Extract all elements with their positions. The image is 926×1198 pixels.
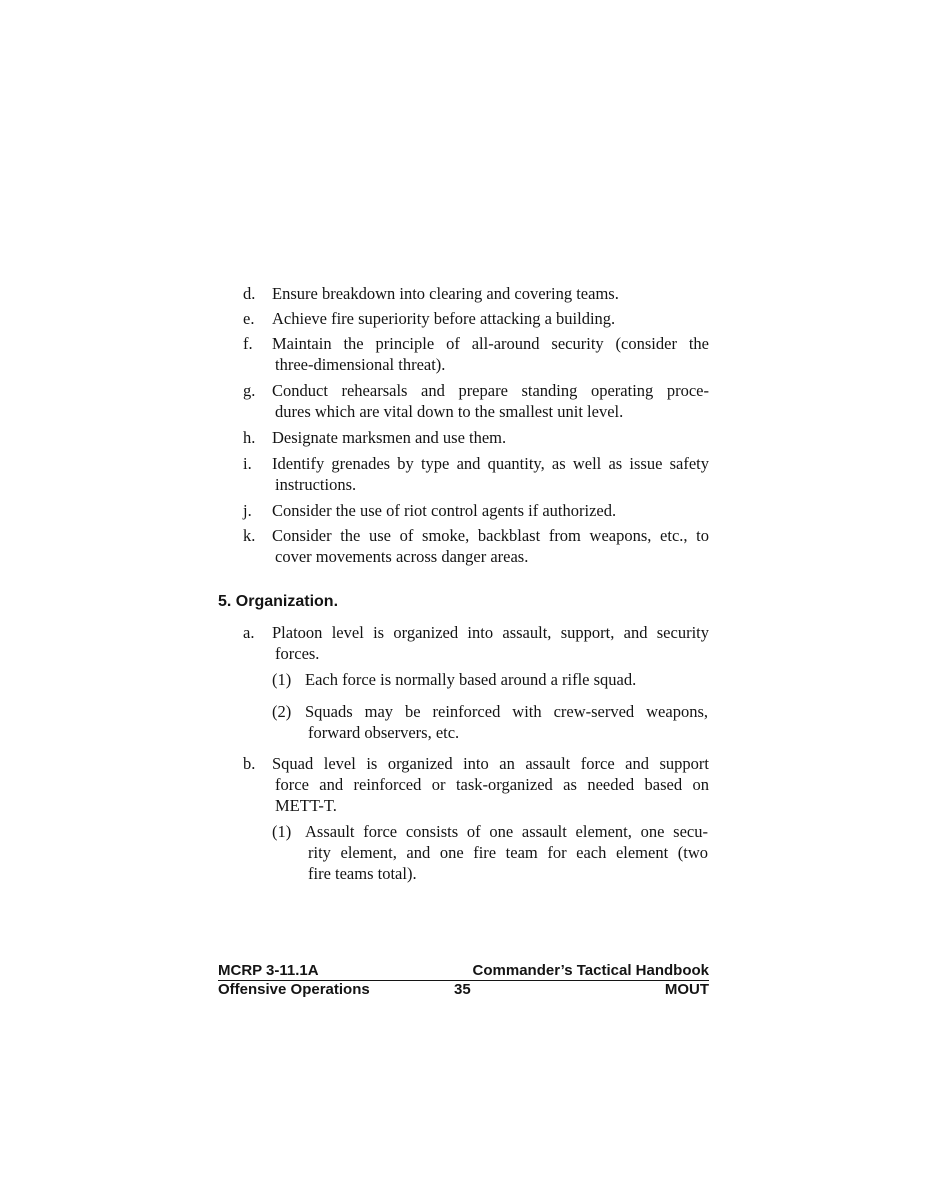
item-text-line: three-dimensional threat). xyxy=(275,355,446,374)
item-text-line: Assault force consists of one assault element, one secu- xyxy=(305,822,708,841)
item-text-line: Maintain the principle of all-around security (consider the xyxy=(272,334,709,353)
item-text xyxy=(272,525,709,567)
item-text-line: dures which are vital down to the smallest unit level. xyxy=(275,402,624,421)
sub-item-label: (1) xyxy=(272,670,292,689)
page-footer-bottom xyxy=(218,981,709,999)
item-text xyxy=(272,333,709,375)
sub-item-text xyxy=(305,701,708,743)
item-text-line: fire teams total). xyxy=(308,864,417,883)
document-id: MCRP 3-11.1A xyxy=(218,962,319,979)
item-text-line: Platoon level is organized into assault, support, and security xyxy=(272,623,709,642)
topic-label: MOUT xyxy=(664,981,709,998)
item-text-line: force and reinforced or task-organized as needed based on xyxy=(275,775,709,794)
item-text-line: Squad level is organized into an assault force and support xyxy=(272,754,709,773)
item-label: i. xyxy=(243,454,252,473)
page-number: 35 xyxy=(454,981,471,998)
item-label: k. xyxy=(243,526,256,545)
item-text: Ensure breakdown into clearing and covering teams. xyxy=(272,284,619,303)
item-text-line: Consider the use of smoke, backblast from weapons, etc., to xyxy=(272,526,709,545)
item-text-line: Identify grenades by type and quantity, as well as issue safety xyxy=(272,454,709,473)
sub-item-label: (1) xyxy=(272,822,292,841)
item-label: a. xyxy=(243,623,255,642)
item-text xyxy=(272,622,709,664)
item-text: Consider the use of riot control agents if authorized. xyxy=(272,501,617,520)
item-label: b. xyxy=(243,754,256,773)
section-heading: 5. Organization. xyxy=(218,593,339,610)
item-text: Designate marksmen and use them. xyxy=(272,428,507,447)
item-text-line: cover movements across danger areas. xyxy=(275,547,529,566)
chapter-title: Offensive Operations xyxy=(218,981,370,998)
item-label: g. xyxy=(243,381,256,400)
item-text xyxy=(272,380,709,422)
page-footer-top xyxy=(218,962,709,981)
item-text-line: instructions. xyxy=(275,475,357,494)
item-label: f. xyxy=(243,334,253,353)
item-label: d. xyxy=(243,284,256,303)
item-text-line: Conduct rehearsals and prepare standing operating proce- xyxy=(272,381,709,400)
item-label: j. xyxy=(243,501,252,520)
item-text-line: forces. xyxy=(275,644,320,663)
item-text xyxy=(272,453,709,495)
sub-item-text: Each force is normally based around a rifle squad. xyxy=(305,670,637,689)
item-text xyxy=(272,753,709,816)
item-label: h. xyxy=(243,428,256,447)
item-text-line: METT-T. xyxy=(275,796,337,815)
item-text: Achieve fire superiority before attacking a building. xyxy=(272,309,616,328)
item-text-line: Squads may be reinforced with crew-served weapons, xyxy=(305,702,708,721)
sub-item-text xyxy=(305,821,708,884)
item-text-line: rity element, and one fire team for each element (two xyxy=(308,843,708,862)
item-label: e. xyxy=(243,309,255,328)
sub-item-label: (2) xyxy=(272,702,292,721)
item-text-line: forward observers, etc. xyxy=(308,723,460,742)
handbook-title: Commander’s Tactical Handbook xyxy=(472,962,709,979)
